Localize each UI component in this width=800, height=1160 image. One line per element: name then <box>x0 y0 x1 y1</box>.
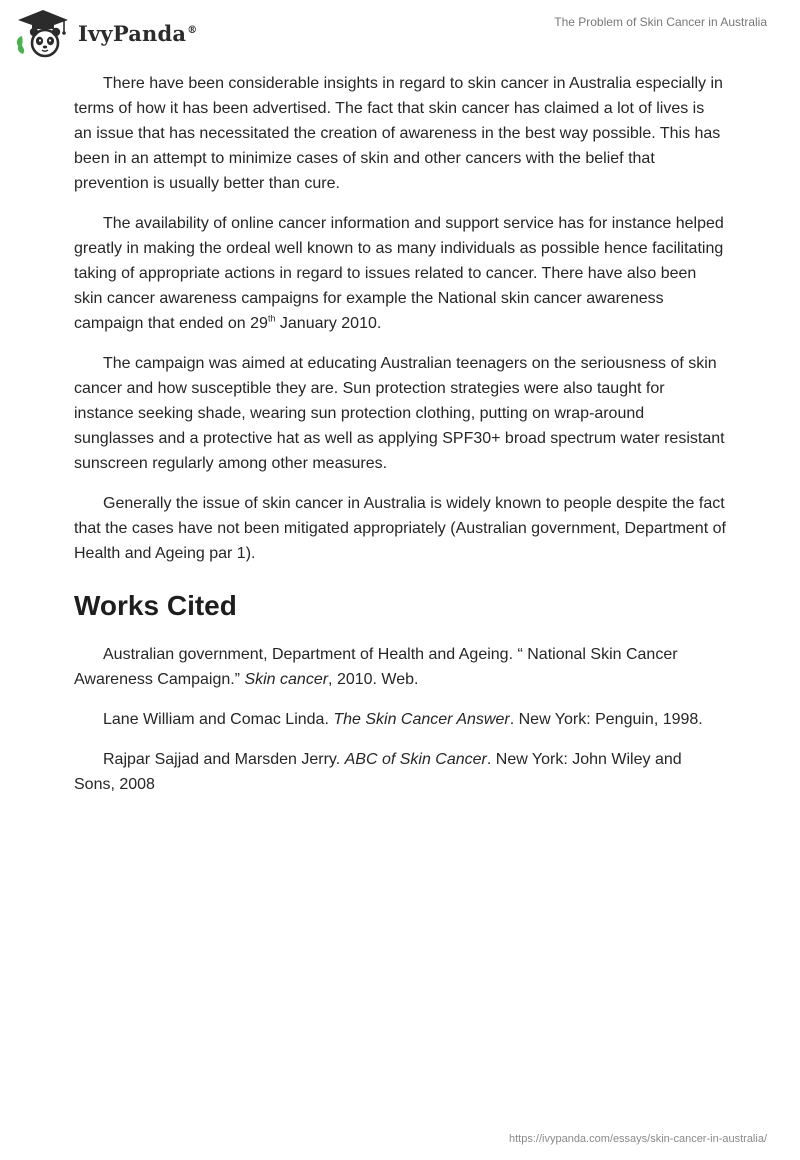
paragraph-4: Generally the issue of skin cancer in Australia is widely known to people despite the fact that the cases have not been mitigated appropriately (Australian government, Department of Health and Ageing par 1). <box>74 495 726 562</box>
citation-text: . New York: John Wiley and Sons, 2008 <box>74 751 682 793</box>
citation-text: Australian government, Department of Health and Ageing. “ National Skin Cancer Awareness Campaign.” <box>74 646 678 688</box>
citation-entry <box>74 747 726 797</box>
citation-entry <box>74 642 726 692</box>
document-title: The Problem of Skin Cancer in Australia <box>554 15 767 29</box>
works-cited-heading: Works Cited <box>74 590 237 621</box>
paragraph-1: There have been considerable insights in regard to skin cancer in Australia especially in terms of how it has been advertised. The fact that skin cancer has claimed a lot of lives is an issue that has necessitated the creation of awareness in the best way possible. This has been in an attempt to minimize cases of skin and other cancers with the belief that prevention is usually better than cure. <box>74 75 723 192</box>
citation-title: ABC of Skin Cancer <box>344 751 487 768</box>
citation-entry <box>74 707 726 732</box>
page-header <box>0 0 800 60</box>
source-url[interactable]: https://ivypanda.com/essays/skin-cancer-in-australia/ <box>509 1133 767 1145</box>
paragraph-2 <box>74 211 726 336</box>
citation-title: Skin cancer <box>244 671 329 688</box>
essay-content <box>74 71 726 812</box>
registered-mark: ® <box>187 24 198 36</box>
brand-name: IvyPanda® <box>78 20 198 46</box>
ordinal-suffix: th <box>267 313 276 324</box>
citation-text: Rajpar Sajjad and Marsden Jerry. <box>103 751 345 768</box>
panda-graduate-icon <box>14 8 72 58</box>
citation-text: Lane William and Comac Linda. <box>103 711 334 728</box>
paragraph-2-text: The availability of online cancer information and support service has for instance helped greatly in making the ordeal well known to as many individuals as possible hence facilitating taking of appropriate actions in regard to issues related to cancer. There have also been skin cancer awareness campaigns for example the National skin cancer awareness campaign that ended on 29 <box>74 215 724 332</box>
citation-text: . New York: Penguin, 1998. <box>509 711 703 728</box>
brand-logo[interactable] <box>14 8 197 58</box>
citation-text: , 2010. Web. <box>328 671 419 688</box>
paragraph-2-tail: January 2010. <box>275 315 382 332</box>
citation-title: The Skin Cancer Answer <box>333 711 510 728</box>
paragraph-3: The campaign was aimed at educating Australian teenagers on the seriousness of skin cancer and how susceptible they are. Sun protection strategies were also taught for instance seeking shade, wearing sun protection clothing, putting on wrap-around sunglasses and a protective hat as well as applying SPF30+ broad spectrum water resistant sunscreen regularly among other measures. <box>74 355 725 472</box>
